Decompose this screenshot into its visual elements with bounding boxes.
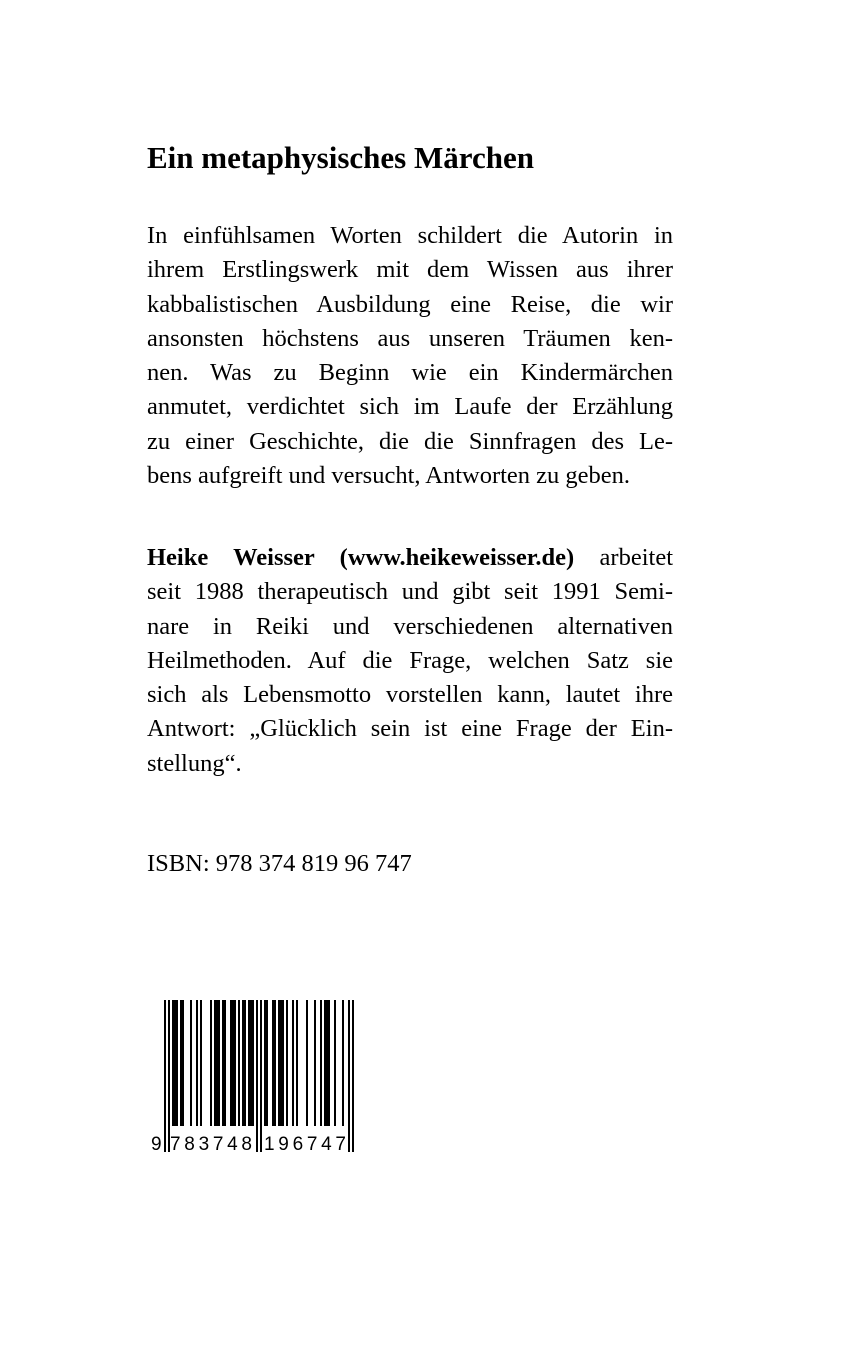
barcode-bar bbox=[200, 1000, 202, 1126]
author-bio-line: Antwort: „Glücklich sein ist eine Frage der Ein- bbox=[147, 715, 673, 743]
barcode-bar bbox=[328, 1000, 330, 1126]
barcode-bar bbox=[342, 1000, 344, 1126]
barcode-bar bbox=[296, 1000, 298, 1126]
barcode-bar bbox=[214, 1000, 216, 1126]
barcode-bar bbox=[280, 1000, 282, 1126]
barcode-guard-bar bbox=[256, 1000, 258, 1152]
barcode-bars bbox=[164, 1000, 354, 1152]
author-bio-line-rest: arbeitet bbox=[574, 544, 674, 571]
blurb-line: anmutet, verdichtet sich im Laufe der Erzählung bbox=[147, 393, 673, 421]
book-title: Ein metaphysisches Märchen bbox=[147, 140, 534, 175]
author-bio-line bbox=[147, 541, 673, 575]
barcode-bar bbox=[222, 1000, 224, 1126]
barcode-first-digit: 9 bbox=[151, 1134, 162, 1155]
author-bio-line: sich als Lebensmotto vorstellen kann, lautet ihre bbox=[147, 681, 673, 709]
blurb-line: nen. Was zu Beginn wie ein Kindermärchen bbox=[147, 359, 673, 387]
barcode-bar bbox=[334, 1000, 336, 1126]
barcode-bar bbox=[278, 1000, 280, 1126]
barcode-bar bbox=[196, 1000, 198, 1126]
barcode-bar bbox=[274, 1000, 276, 1126]
blurb-line: In einfühlsamen Worten schildert die Autorin in bbox=[147, 222, 673, 249]
barcode-bar bbox=[266, 1000, 268, 1126]
barcode-bar bbox=[244, 1000, 246, 1126]
barcode-bar bbox=[286, 1000, 288, 1126]
author-bio-line: stellung“. bbox=[147, 749, 242, 777]
barcode-guard-bar bbox=[260, 1000, 262, 1152]
barcode-bar bbox=[238, 1000, 240, 1126]
barcode-bar bbox=[176, 1000, 178, 1126]
author-bio-line: seit 1988 therapeutisch und gibt seit 1991 Semi- bbox=[147, 578, 673, 606]
isbn-text: ISBN: 978 374 819 96 747 bbox=[147, 850, 412, 877]
barcode-bar bbox=[248, 1000, 250, 1126]
barcode-bar bbox=[324, 1000, 326, 1126]
blurb-line: bens aufgreift und versucht, Antworten zu geben. bbox=[147, 462, 631, 490]
barcode-bar bbox=[224, 1000, 226, 1126]
barcode-guard-bar bbox=[168, 1000, 170, 1152]
barcode-bar bbox=[250, 1000, 252, 1126]
barcode-bar bbox=[306, 1000, 308, 1126]
barcode-bar bbox=[190, 1000, 192, 1126]
blurb-line: ansonsten höchstens aus unseren Träumen ken- bbox=[147, 324, 673, 352]
barcode-bar bbox=[216, 1000, 218, 1126]
barcode-bar bbox=[234, 1000, 236, 1126]
barcode-bar bbox=[180, 1000, 182, 1126]
barcode-bar bbox=[232, 1000, 234, 1126]
barcode-bar bbox=[242, 1000, 244, 1126]
barcode-bar bbox=[314, 1000, 316, 1126]
barcode-bar bbox=[320, 1000, 322, 1126]
author-bio-line: nare in Reiki und verschiedenen alternativen bbox=[147, 612, 673, 640]
barcode-bar bbox=[272, 1000, 274, 1126]
blurb-line: zu einer Geschichte, die die Sinnfragen des Le- bbox=[147, 427, 673, 455]
barcode-bar bbox=[252, 1000, 254, 1126]
barcode-bar bbox=[282, 1000, 284, 1126]
barcode-bar bbox=[174, 1000, 176, 1126]
barcode-bar bbox=[326, 1000, 328, 1126]
author-name: Heike Weisser (www.heikeweisser.de) bbox=[147, 544, 575, 571]
barcode-guard-bar bbox=[348, 1000, 350, 1152]
barcode-bar bbox=[210, 1000, 212, 1126]
author-bio-line: Heilmethoden. Auf die Frage, welchen Satz sie bbox=[147, 646, 673, 674]
blurb-line: ihrem Erstlingswerk mit dem Wissen aus ihrer bbox=[147, 256, 673, 284]
barcode-bar bbox=[292, 1000, 294, 1126]
author-bio-paragraph bbox=[147, 541, 673, 781]
barcode-bar bbox=[182, 1000, 184, 1126]
blurb-paragraph bbox=[147, 219, 673, 493]
barcode-bar bbox=[230, 1000, 232, 1126]
barcode-bar bbox=[172, 1000, 174, 1126]
barcode-right-digits: 196747 bbox=[264, 1134, 346, 1155]
barcode-guard-bar bbox=[352, 1000, 354, 1152]
blurb-line: kabbalistischen Ausbildung eine Reise, die wir bbox=[147, 290, 673, 318]
ean-barcode bbox=[150, 998, 355, 1156]
barcode-bar bbox=[264, 1000, 266, 1126]
barcode-guard-bar bbox=[164, 1000, 166, 1152]
barcode-left-digits: 783748 bbox=[170, 1134, 252, 1155]
barcode-bar bbox=[218, 1000, 220, 1126]
